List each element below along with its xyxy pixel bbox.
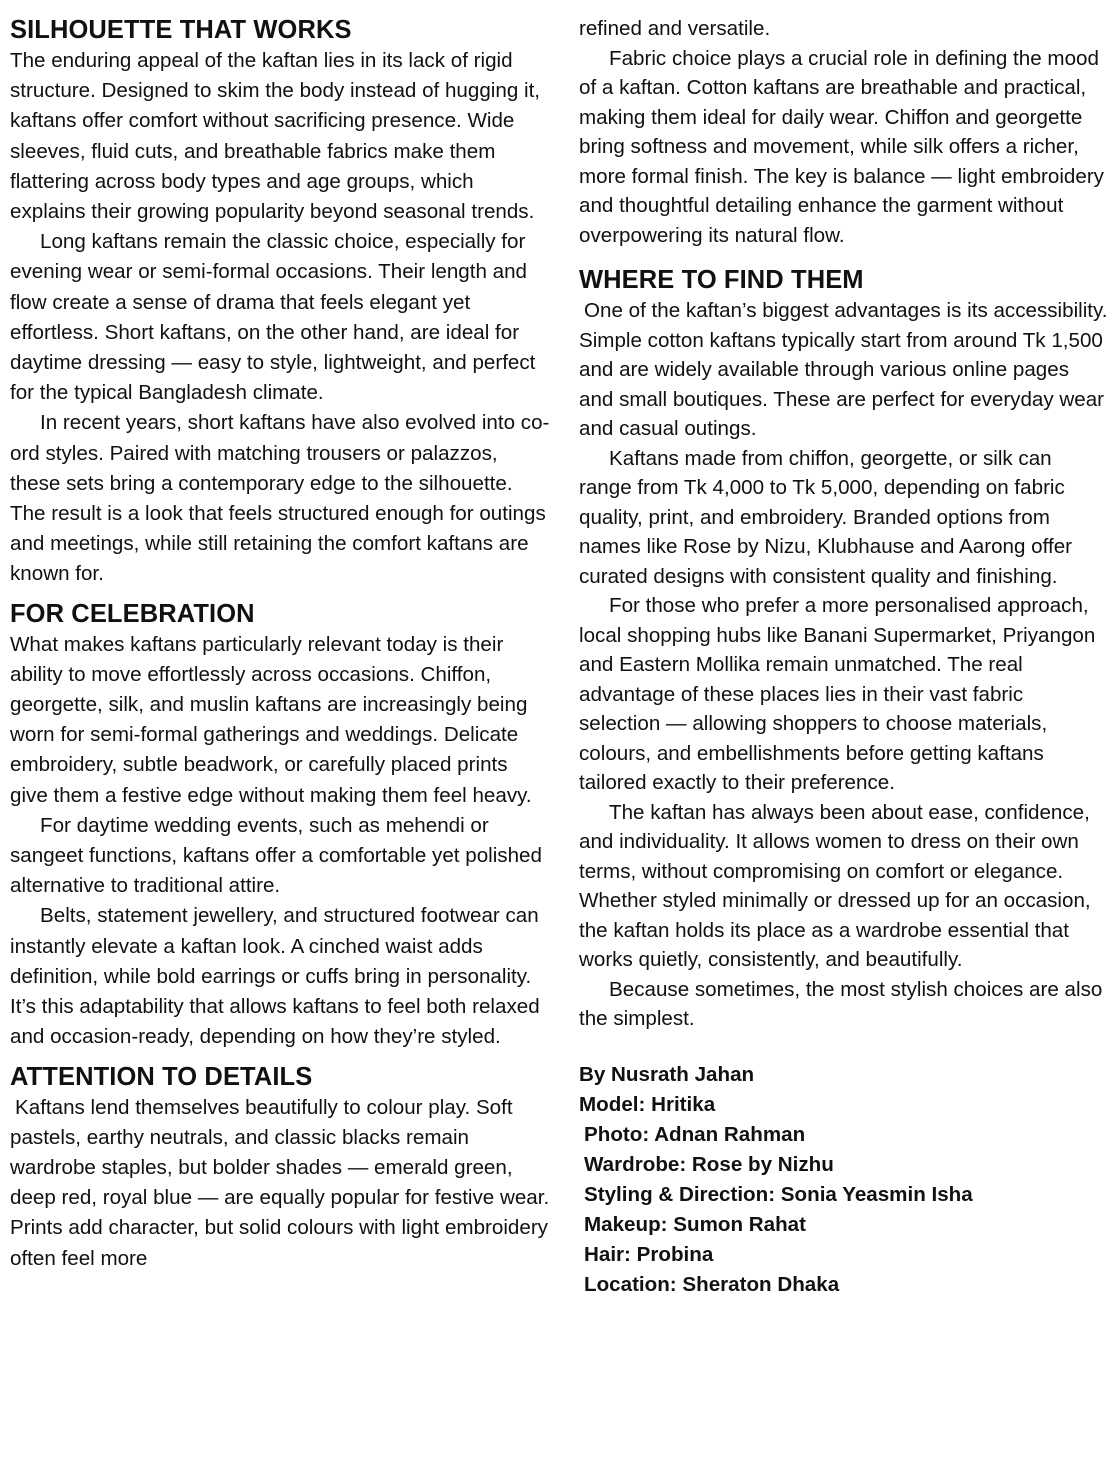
section-heading: ATTENTION TO DETAILS — [10, 1062, 313, 1091]
credit-photo: Photo: Adnan Rahman — [584, 1122, 806, 1146]
section-where — [579, 264, 1109, 1034]
section-celebration — [10, 598, 550, 1053]
paragraph: What makes kaftans particularly relevant today is their ability to move effortlessly across occasions. Chiffon, georgette, silk, and muslin kaftans are increasingly being worn for semi-formal gatherings and weddings. Delicate embroidery, subtle beadwork, or carefully placed prints give them a festive edge without making them feel heavy. — [10, 632, 532, 807]
section-heading: FOR CELEBRATION — [10, 599, 255, 628]
section-heading: WHERE TO FIND THEM — [579, 266, 864, 294]
credit-wardrobe: Wardrobe: Rose by Nizhu — [584, 1152, 834, 1176]
credit-styling: Styling & Direction: Sonia Yeasmin Isha — [584, 1182, 973, 1206]
paragraph: Kaftans lend themselves beautifully to colour play. Soft pastels, earthy neutrals, and classic blacks remain wardrobe staples, but bolder shades — emerald green, deep red, royal blue — are equally popular for festive wear. Prints add character, but solid colours with light embroidery often feel more — [10, 1095, 550, 1270]
paragraph: One of the kaftan’s biggest advantages is its accessibility. Simple cotton kaftans typically start from around Tk 1,500 and are widely available through various online pages and small boutiques. These are perfect for everyday wear and casual outings. — [579, 299, 1108, 440]
paragraph: For daytime wedding events, such as mehendi or sangeet functions, kaftans offer a comfortable yet polished alternative to traditional attire. — [10, 813, 542, 898]
right-column — [579, 14, 1109, 1300]
left-column — [10, 14, 550, 1282]
paragraph: Fabric choice plays a crucial role in defining the mood of a kaftan. Cotton kaftans are breathable and practical, making them ideal for daily wear. Chiffon and georgette bring softness and movement, while silk offers a richer, more formal finish. The key is balance — light embroidery and thoughtful detailing enhance the garment without overpowering its natural flow. — [579, 46, 1104, 247]
credit-model: Model: Hritika — [579, 1092, 716, 1116]
paragraph: For those who prefer a more personalised approach, local shopping hubs like Banani Supermarket, Priyangon and Eastern Mollika remain unmatched. The real advantage of these places lies in their vast fabric selection — allowing shoppers to choose materials, colours, and embellishments before getting kaftans tailored exactly to their preference. — [579, 594, 1096, 794]
credits — [579, 1060, 1109, 1300]
section-silhouette — [10, 14, 550, 590]
paragraph: In recent years, short kaftans have also evolved into co-ord styles. Paired with matching trousers or palazzos, these sets bring a contemporary edge to the silhouette. The result is a look that feels structured enough for outings and meetings, while still retaining the comfort kaftans are known for. — [10, 411, 550, 586]
section-heading: SILHOUETTE THAT WORKS — [10, 16, 352, 44]
paragraph: Because sometimes, the most stylish choices are also the simplest. — [579, 977, 1103, 1030]
section-details — [10, 1061, 550, 1274]
paragraph: The enduring appeal of the kaftan lies in its lack of rigid structure. Designed to skim the body instead of hugging it, kaftans offer comfort without sacrificing presence. Wide sleeves, fluid cuts, and breathable fabrics make them flattering across body types and age groups, which explains their growing popularity beyond seasonal trends. — [10, 49, 541, 224]
paragraph: The kaftan has always been about ease, confidence, and individuality. It allows women to dress on their own terms, without compromising on comfort or elegance. Whether styled minimally or dressed up for an occasion, the kaftan holds its place as a wardrobe essential that works quietly, consistently, and beautifully. — [579, 800, 1091, 971]
credit-makeup: Makeup: Sumon Rahat — [584, 1212, 806, 1236]
paragraph: refined and versatile. — [579, 17, 771, 40]
credit-byline: By Nusrath Jahan — [579, 1062, 755, 1086]
paragraph: Belts, statement jewellery, and structured footwear can instantly elevate a kaftan look. A cinched waist adds definition, while bold earrings or cuffs bring in personality. It’s this adaptability that allows kaftans to feel both relaxed and occasion-ready, depending on how they’re styled. — [10, 904, 540, 1049]
paragraph: Kaftans made from chiffon, georgette, or silk can range from Tk 4,000 to Tk 5,000, depending on fabric quality, print, and embroidery. Branded options from names like Rose by Nizu, Klubhause and Aarong offer curated designs with consistent quality and finishing. — [579, 446, 1073, 588]
section-details-continued — [579, 14, 1109, 250]
credit-location: Location: Sheraton Dhaka — [584, 1272, 840, 1296]
credit-hair: Hair: Probina — [584, 1242, 714, 1266]
paragraph: Long kaftans remain the classic choice, especially for evening wear or semi-formal occasions. Their length and flow create a sense of drama that feels elegant yet effortless. Short kaftans, on the other hand, are ideal for daytime dressing — easy to style, lightweight, and perfect for the typical Bangladesh climate. — [10, 230, 536, 405]
